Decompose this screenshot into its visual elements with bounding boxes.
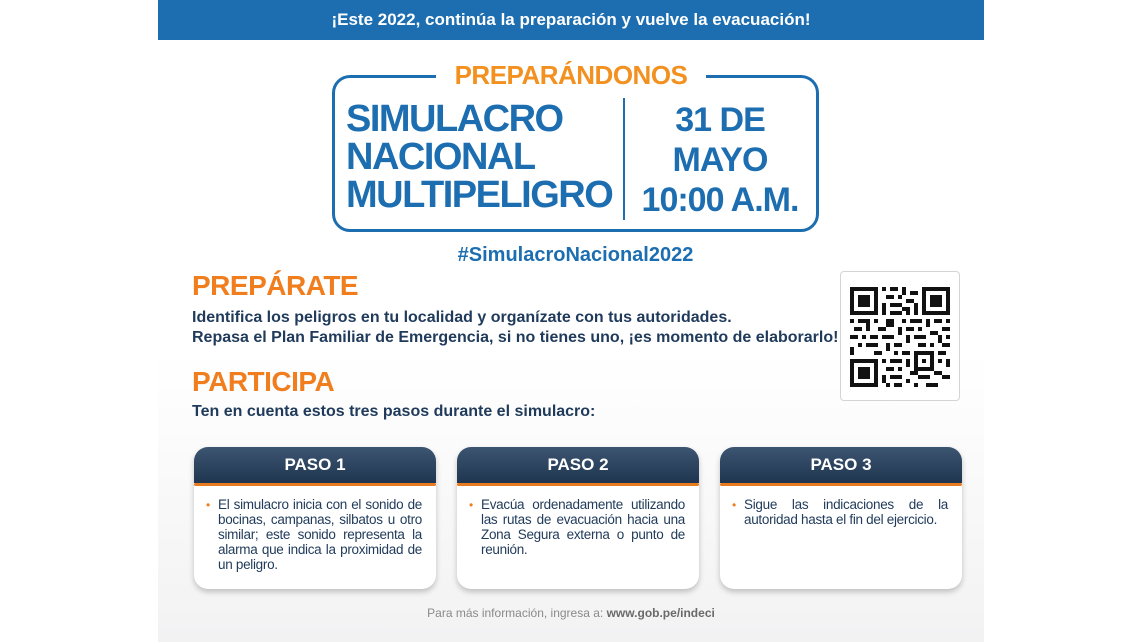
hashtag: #SimulacroNacional2022 bbox=[457, 244, 694, 266]
bullet-icon: • bbox=[469, 498, 473, 512]
footer bbox=[158, 606, 984, 620]
event-name-line: MULTIPELIGRO bbox=[346, 174, 613, 216]
event-name bbox=[346, 100, 616, 214]
footer-label: Para más información, ingresa a: bbox=[427, 606, 604, 620]
step-card-2 bbox=[457, 447, 699, 589]
event-date-line: 31 DE bbox=[675, 101, 765, 139]
top-banner: ¡Este 2022, continúa la preparación y vuelve la evacuación! bbox=[158, 0, 984, 40]
prepare-text bbox=[192, 308, 838, 348]
step-card-3 bbox=[720, 447, 962, 589]
participate-heading: PARTICIPA bbox=[192, 366, 335, 397]
bullet-icon: • bbox=[732, 498, 736, 512]
step-text: El simulacro inicia con el sonido de bocinas, campanas, silbatos u otro similar; este sonido representa la alarma que indica la proximidad de un peligro. bbox=[218, 497, 422, 572]
step-card-1 bbox=[194, 447, 436, 589]
poster bbox=[158, 0, 984, 642]
event-date-line: MAYO bbox=[672, 141, 768, 179]
title-divider bbox=[623, 98, 625, 220]
event-name-line: SIMULACRO bbox=[346, 98, 563, 140]
title-tag: PREPARÁNDONOS bbox=[436, 56, 706, 94]
event-date bbox=[630, 100, 810, 220]
event-date-line: 10:00 A.M. bbox=[641, 181, 799, 219]
step-title: PASO 1 bbox=[194, 447, 436, 483]
step-body bbox=[194, 483, 436, 572]
event-name-line: NACIONAL bbox=[346, 136, 535, 178]
bullet-icon: • bbox=[206, 498, 210, 512]
prepare-line-2: Repasa el Plan Familiar de Emergencia, si no tienes uno, ¡es momento de elaborarlo! bbox=[192, 329, 839, 346]
qr-code-frame[interactable] bbox=[840, 271, 960, 401]
step-text: Evacúa ordenadamente utilizando las rutas de evacuación hacia una Zona Segura externa o punto de reunión. bbox=[481, 497, 685, 557]
step-body bbox=[720, 483, 962, 527]
step-text: Sigue las indicaciones de la autoridad hasta el fin del ejercicio. bbox=[744, 497, 948, 527]
step-body bbox=[457, 483, 699, 557]
prepare-heading: PREPÁRATE bbox=[192, 270, 359, 301]
participate-text: Ten en cuenta estos tres pasos durante el simulacro: bbox=[192, 403, 596, 420]
step-title: PASO 3 bbox=[720, 447, 962, 483]
step-title: PASO 2 bbox=[457, 447, 699, 483]
footer-link[interactable]: www.gob.pe/indeci bbox=[606, 606, 715, 620]
prepare-line-1: Identifica los peligros en tu localidad y organízate con tus autoridades. bbox=[192, 309, 732, 326]
qr-code-icon bbox=[850, 284, 950, 390]
